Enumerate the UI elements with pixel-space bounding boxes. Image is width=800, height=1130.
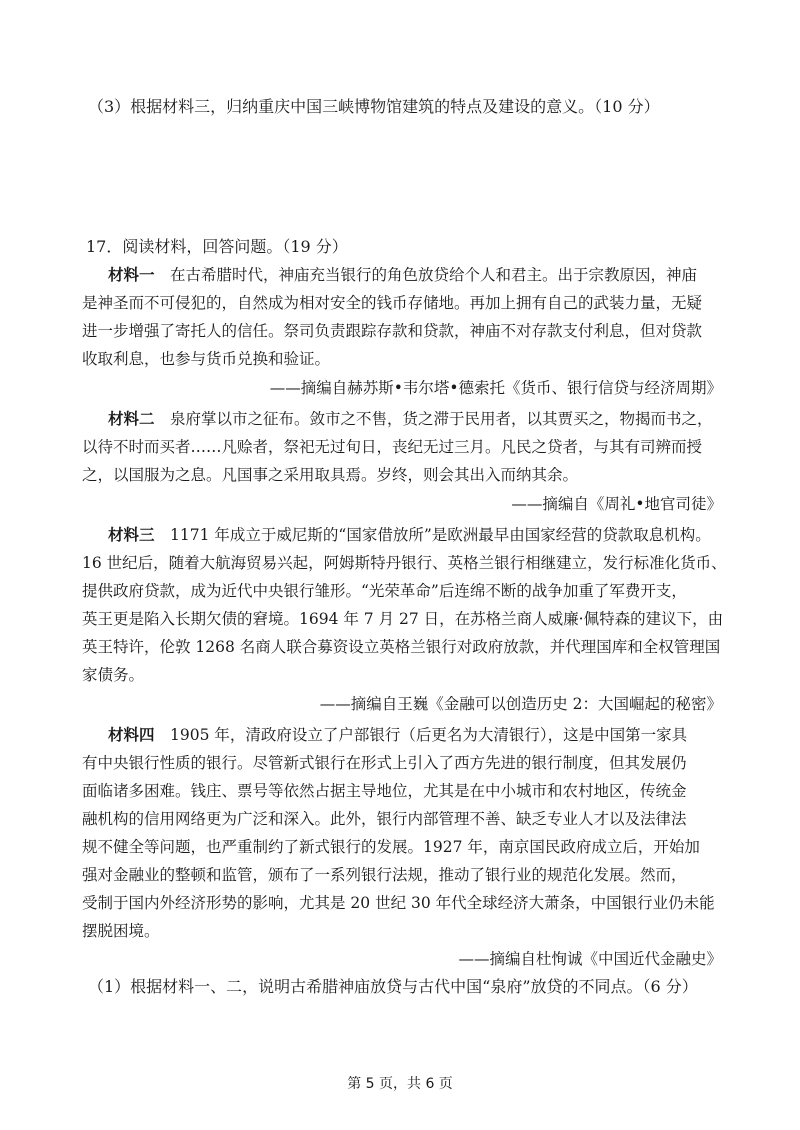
material4-line-3: 面临诸多困难。钱庄、票号等依然占据主导地位，尤其是在中小城市和农村地区，传统金 [82, 782, 687, 800]
material1-line-3: 进一步增强了寄托人的信任。祭司负责跟踪存款和贷款，神庙不对存款支付利息，但对贷款 [82, 322, 703, 340]
material1-text-1: 在古希腊时代，神庙充当银行的角色放贷给个人和君主。出于宗教原因，神庙 [170, 266, 698, 284]
material1-line-1 [108, 264, 748, 286]
material3-label: 材料三 [108, 525, 155, 544]
material4-source: ——摘编自杜恂诚《中国近代金融史》 [458, 950, 722, 968]
material4-label: 材料四 [108, 725, 155, 744]
material1-source: ——摘编自赫苏斯•韦尔塔•德索托《货币、银行信贷与经济周期》 [269, 379, 722, 397]
material2-text-1: 泉府掌以市之征布。敛市之不售，货之滞于民用者，以其贾买之，物揭而书之， [170, 410, 713, 428]
material4-line-1 [108, 724, 748, 746]
material3-line-5: 英王特许，伦敦 1268 名商人联合募资设立英格兰银行对政府放款，并代理国库和全权管理国 [82, 638, 721, 656]
material1-line-4: 收取利息，也参与货币兑换和验证。 [82, 350, 331, 368]
material3-line-3: 提供政府贷款，成为近代中央银行雏形。“光荣革命”后连绵不断的战争加重了军费开支， [82, 582, 687, 600]
material2-line-1 [108, 408, 748, 430]
material3-line-2: 16 世纪后，随着大航海贸易兴起，阿姆斯特丹银行、英格兰银行相继建立，发行标准化货币、 [82, 554, 727, 572]
material4-line-2: 有中央银行性质的银行。尽管新式银行在形式上引入了西方先进的银行制度，但其发展仍 [82, 754, 687, 772]
material3-line-1 [108, 524, 748, 546]
material2-source: ——摘编自《周礼•地官司徒》 [511, 495, 722, 513]
material3-text-1: 1171 年成立于威尼斯的“国家借放所”是欧洲最早由国家经营的贷款取息机构。 [170, 526, 711, 544]
material2-line-3: 之，以国服为之息。凡国事之采用取具焉。岁终，则会其出入而纳其余。 [82, 466, 579, 484]
material3-line-6: 家债务。 [82, 666, 145, 684]
material4-line-8: 摆脱困境。 [82, 922, 160, 940]
material4-text-1: 1905 年，清政府设立了户部银行（后更名为大清银行），这是中国第一家具 [170, 726, 688, 744]
material2-line-2: 以待不时而买者……凡赊者，祭祀无过旬日，丧纪无过三月。凡民之贷者，与其有司辨而授 [82, 438, 703, 456]
material4-line-7: 受制于国内外经济形势的影响，尤其是 20 世纪 30 年代全球经济大萧条，中国银行业仍未能 [82, 894, 715, 912]
material1-line-2: 是神圣而不可侵犯的，自然成为相对安全的钱币存储地。再加上拥有自己的武装力量，无疑 [82, 294, 703, 312]
question-17-title: 17．阅读材料，回答问题。（19 分） [86, 237, 348, 256]
material4-line-4: 融机构的信用网络更为广泛和深入。此外，银行内部管理不善、缺乏专业人才以及法律法 [82, 810, 687, 828]
material4-line-5: 规不健全等问题，也严重制约了新式银行的发展。1927 年，南京国民政府成立后，开始加 [82, 838, 700, 856]
material3-source: ——摘编自王巍《金融可以创造历史 2：大国崛起的秘密》 [319, 695, 722, 713]
material4-line-6: 强对金融业的整顿和监管，颁布了一系列银行法规，推动了银行业的规范化发展。然而， [82, 866, 687, 884]
question-3: （3）根据材料三，归纳重庆中国三峡博物馆建筑的特点及建设的意义。（10 分） [88, 97, 660, 116]
material3-line-4: 英王更是陷入长期欠债的窘境。1694 年 7 月 27 日，在苏格兰商人威廉·佩特森的建议下，由 [82, 610, 724, 628]
material2-label: 材料二 [108, 409, 155, 428]
page-footer: 第 5 页，共 6 页 [347, 1076, 453, 1092]
sub-question-1: （1）根据材料一、二，说明古希腊神庙放贷与古代中国“泉府”放贷的不同点。（6 分） [88, 977, 698, 996]
material1-label: 材料一 [108, 265, 155, 284]
